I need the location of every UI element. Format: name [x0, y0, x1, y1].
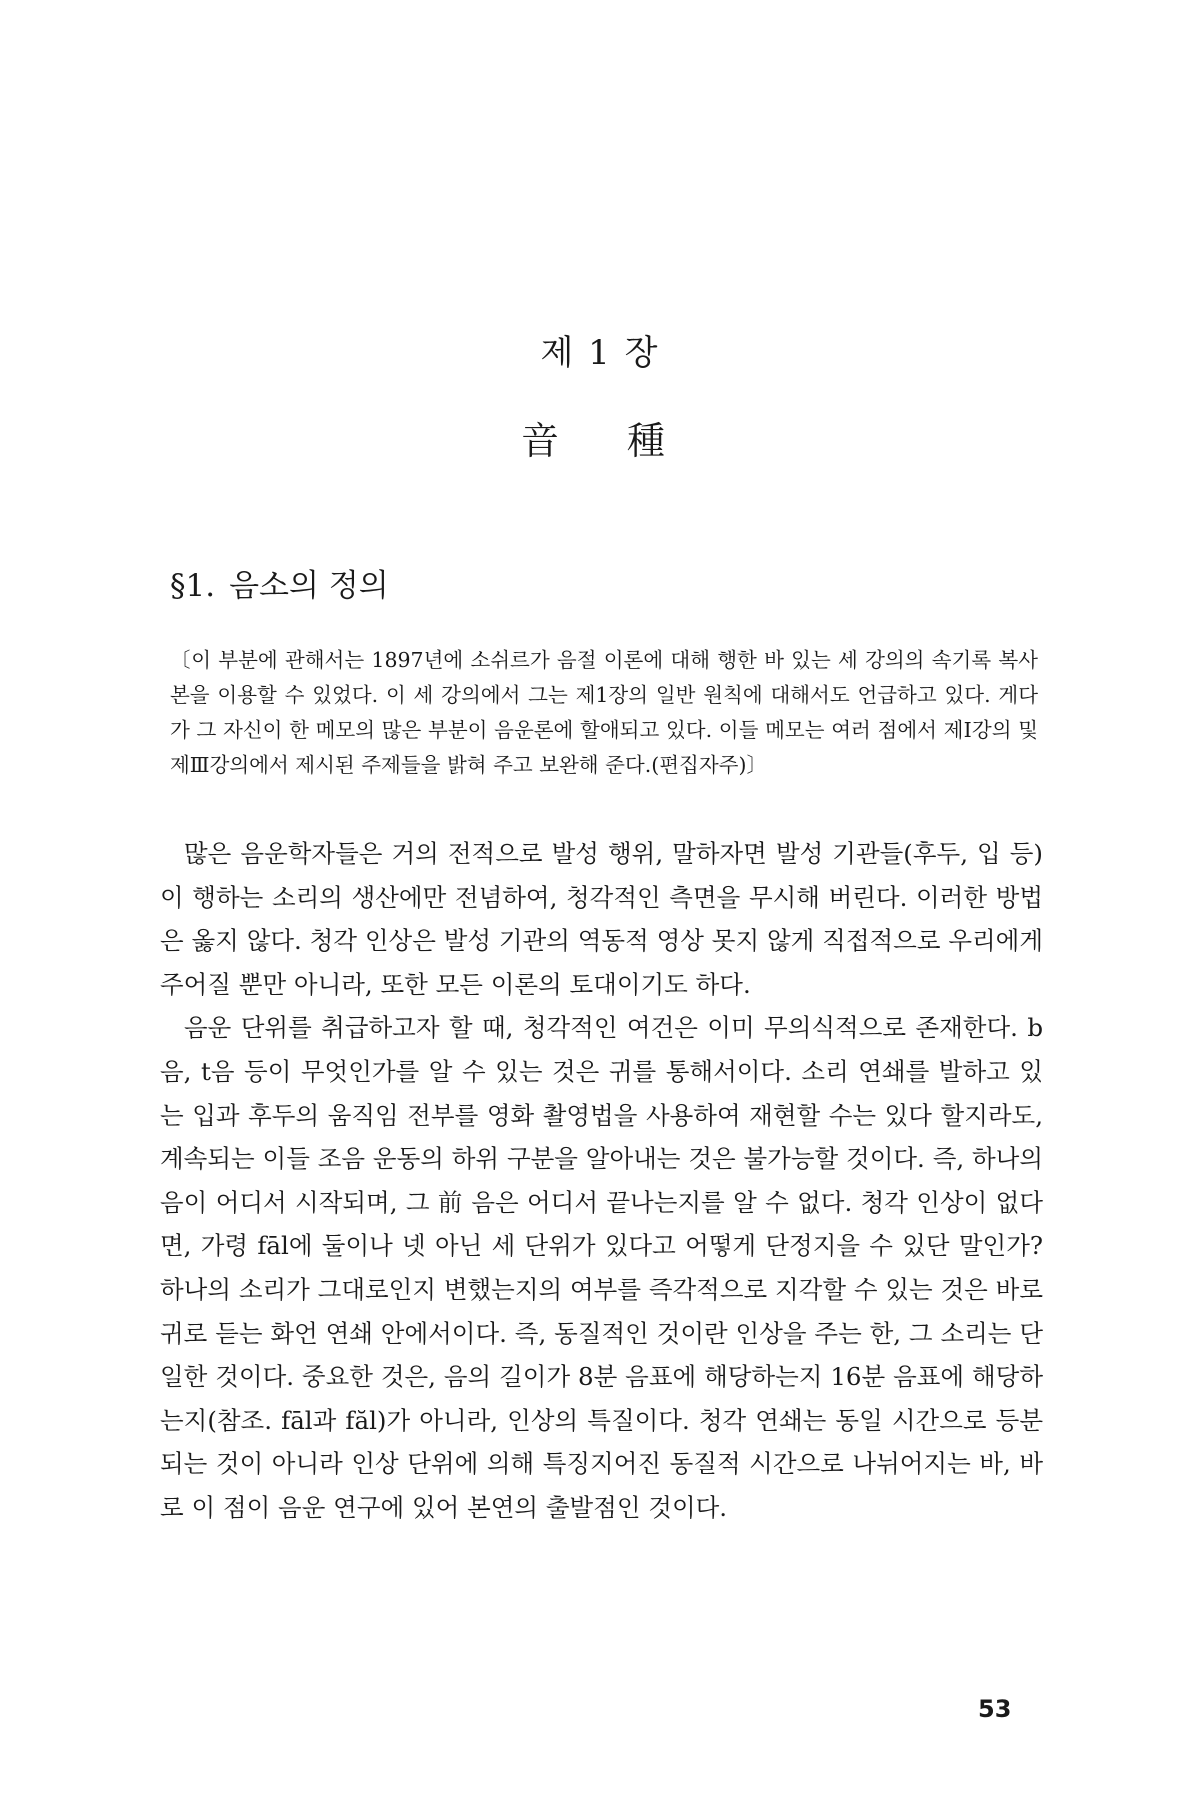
- editor-note: 〔이 부분에 관해서는 1897년에 소쉬르가 음절 이론에 대해 행한 바 있는 세 강의의 속기록 복사본을 이용할 수 있었다. 이 세 강의에서 그는 제1장의 일반 원칙에 대해서도 언급하고 있다. 게다가 그 자신이 한 메모의 많은 부분이 음운론에 할애되고 있다. 이들 메모는 여러 점에서 제Ⅰ강의 및 제Ⅲ강의에서 제시된 주제들을 밝혀 주고 보완해 준다.(편집자주)〕: [170, 648, 1038, 777]
- section-heading: [170, 560, 389, 605]
- chapter-label: 제 1 장: [540, 333, 660, 373]
- chapter-title: 音 種: [520, 419, 694, 463]
- section-title: 음소의 정의: [229, 568, 389, 604]
- section-number: §1.: [170, 568, 216, 604]
- paragraph: 많은 음운학자들은 거의 전적으로 발성 행위, 말하자면 발성 기관들(후두, 입 등)이 행하는 소리의 생산에만 전념하여, 청각적인 측면을 무시해 버린다. 이러한 방법은 옳지 않다. 청각 인상은 발성 기관의 역동적 영상 못지 않게 직접적으로 우리에게 주어질 뿐만 아니라, 또한 모든 이론의 토대이기도 하다.: [160, 839, 1043, 999]
- paragraph: 음운 단위를 취급하고자 할 때, 청각적인 여건은 이미 무의식적으로 존재한다. b음, t음 등이 무엇인가를 알 수 있는 것은 귀를 통해서이다. 소리 연쇄를 발하고 있는 입과 후두의 움직임 전부를 영화 촬영법을 사용하여 재현할 수는 있다 할지라도, 계속되는 이들 조음 운동의 하위 구분을 알아내는 것은 불가능할 것이다. 즉, 하나의 음이 어디서 시작되며, 그 前 음은 어디서 끝나는지를 알 수 없다. 청각 인상이 없다면, 가령 fāl에 둘이나 넷 아닌 세 단위가 있다고 어떻게 단정지을 수 있단 말인가? 하나의 소리가 그대로인지 변했는지의 여부를 즉각적으로 지각할 수 있는 것은 바로 귀로 듣는 화언 연쇄 안에서이다. 즉, 동질적인 것이란 인상을 주는 한, 그 소리는 단일한 것이다. 중요한 것은, 음의 길이가 8분 음표에 해당하는지 16분 음표에 해당하는지(참조. fāl과 făl)가 아니라, 인상의 특질이다. 청각 연쇄는 동일 시간으로 등분되는 것이 아니라 인상 단위에 의해 특징지어진 동질적 시간으로 나뉘어지는 바, 바로 이 점이 음운 연구에 있어 본연의 출발점인 것이다.: [160, 1013, 1043, 1522]
- page-number: 53: [978, 1695, 1012, 1723]
- body-text: [160, 832, 1043, 1530]
